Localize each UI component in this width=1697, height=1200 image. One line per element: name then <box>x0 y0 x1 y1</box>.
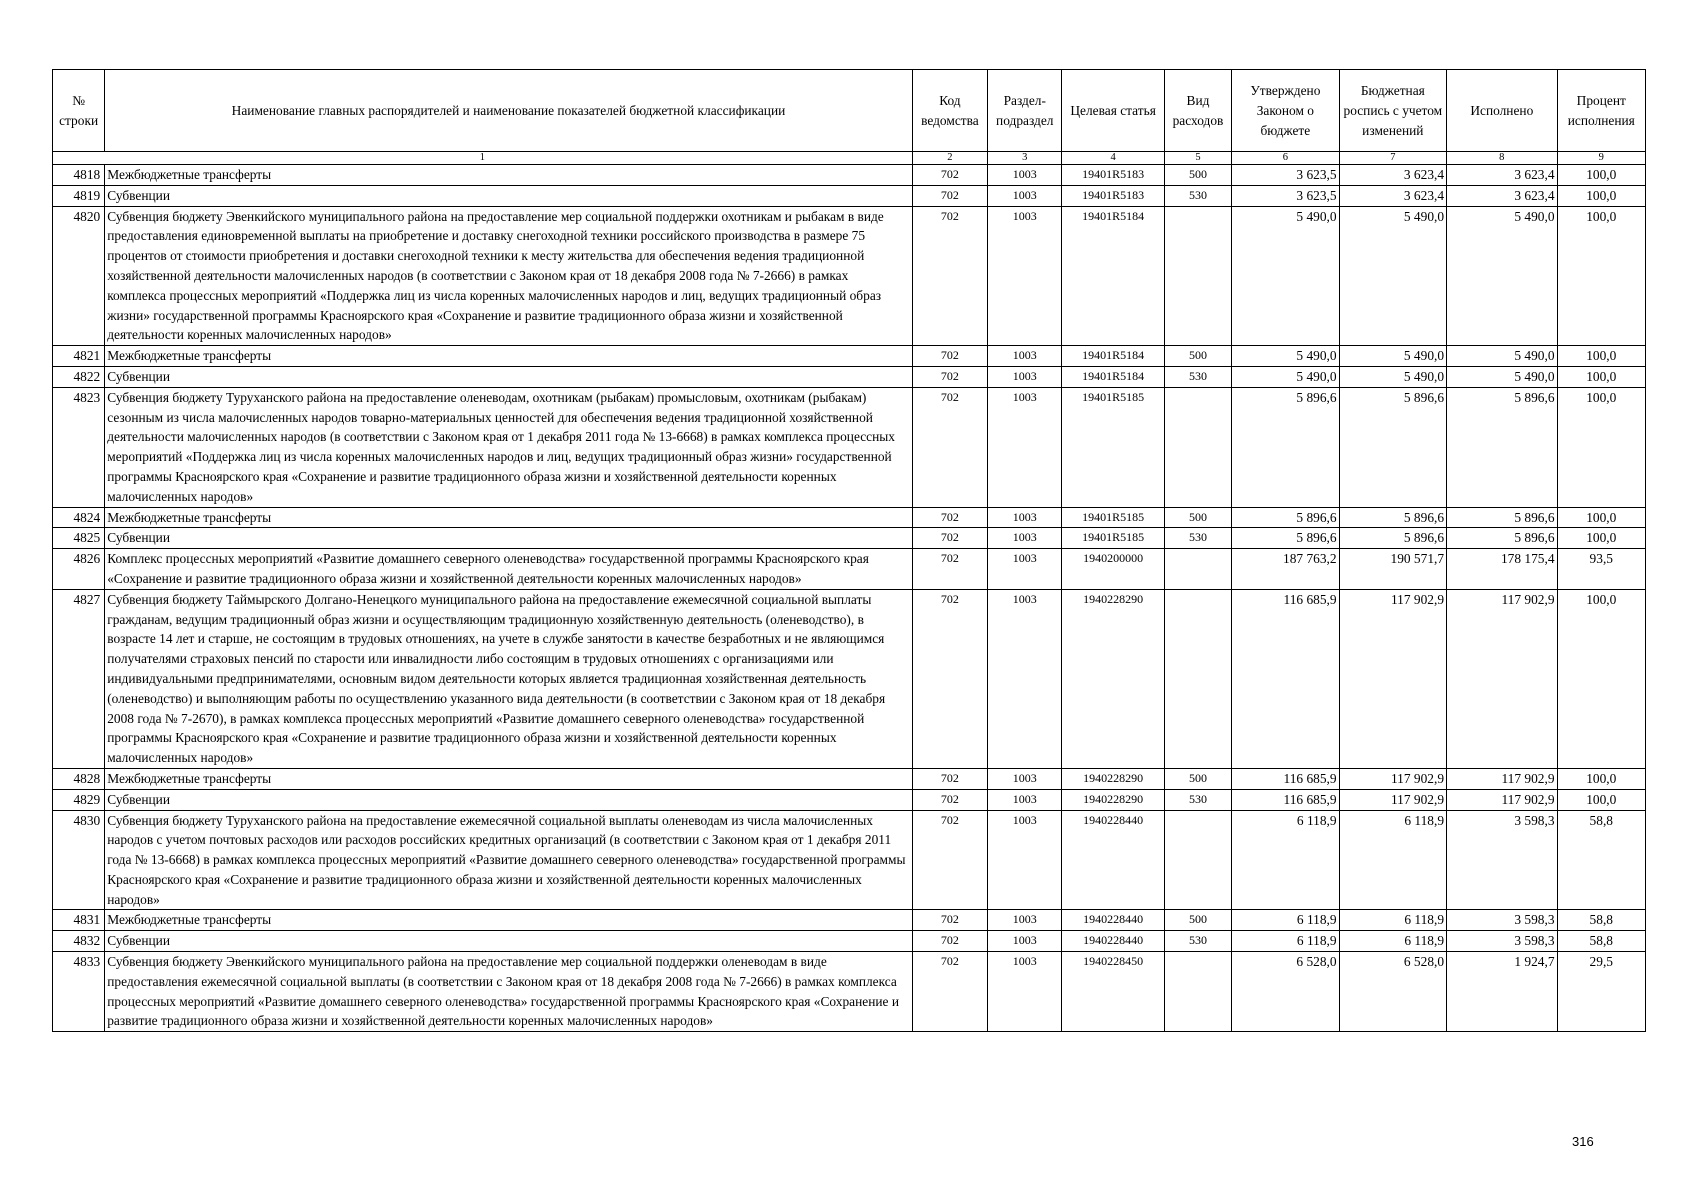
name-cell: Субвенция бюджету Туруханского района на предоставление ежемесячной социальной выплаты оленеводам из числа малочисленных народов с учетом почтовых расходов или расходов российских кредитных организаций (в соответствии с Законом края от 1 декабря 2011 года № 13-6668) в рамках комплекса процессных мероприятий «Развитие домашнего северного оленеводства» государственной программы Красноярского края «Сохранение и развитие традиционного образа жизни и хозяйственной деятельности коренных малочисленных народов» <box>105 810 913 910</box>
executed-cell: 117 902,9 <box>1447 768 1557 789</box>
table-row <box>53 507 1646 528</box>
expense-type-cell <box>1164 810 1231 910</box>
row-number-cell: 4833 <box>53 952 105 1032</box>
section-cell: 1003 <box>988 387 1062 507</box>
percent-cell: 100,0 <box>1557 165 1645 186</box>
column-number: 5 <box>1164 152 1231 165</box>
budget-schedule-cell: 6 118,9 <box>1339 910 1446 931</box>
approved-cell: 6 528,0 <box>1232 952 1339 1032</box>
executed-cell: 3 598,3 <box>1447 931 1557 952</box>
row-number-cell: 4832 <box>53 931 105 952</box>
column-number-row <box>53 152 1646 165</box>
budget-schedule-cell: 3 623,4 <box>1339 185 1446 206</box>
row-number-cell: 4820 <box>53 206 105 346</box>
department-code-cell: 702 <box>912 165 987 186</box>
percent-cell: 100,0 <box>1557 789 1645 810</box>
executed-cell: 5 490,0 <box>1447 206 1557 346</box>
target-article-cell: 19401R5184 <box>1062 206 1164 346</box>
expense-type-cell: 500 <box>1164 165 1231 186</box>
row-number-cell: 4821 <box>53 346 105 367</box>
header-expense-type: Вид расходов <box>1164 70 1231 152</box>
percent-cell: 29,5 <box>1557 952 1645 1032</box>
row-number-cell: 4823 <box>53 387 105 507</box>
row-number-cell: 4819 <box>53 185 105 206</box>
row-number-cell: 4828 <box>53 768 105 789</box>
table-row <box>53 528 1646 549</box>
expense-type-cell <box>1164 206 1231 346</box>
row-number-cell: 4827 <box>53 589 105 768</box>
executed-cell: 3 598,3 <box>1447 910 1557 931</box>
budget-schedule-cell: 190 571,7 <box>1339 549 1446 590</box>
department-code-cell: 702 <box>912 206 987 346</box>
target-article-cell: 1940228450 <box>1062 952 1164 1032</box>
header-row-number: № строки <box>53 70 105 152</box>
approved-cell: 5 490,0 <box>1232 366 1339 387</box>
approved-cell: 5 896,6 <box>1232 387 1339 507</box>
department-code-cell: 702 <box>912 549 987 590</box>
name-cell: Субвенции <box>105 185 913 206</box>
section-cell: 1003 <box>988 507 1062 528</box>
department-code-cell: 702 <box>912 507 987 528</box>
table-row <box>53 185 1646 206</box>
table-row <box>53 165 1646 186</box>
page-number: 316 <box>1572 1134 1594 1149</box>
target-article-cell: 19401R5184 <box>1062 366 1164 387</box>
table-row <box>53 789 1646 810</box>
percent-cell: 100,0 <box>1557 366 1645 387</box>
approved-cell: 5 490,0 <box>1232 206 1339 346</box>
percent-cell: 100,0 <box>1557 206 1645 346</box>
header-name: Наименование главных распорядителей и наименование показателей бюджетной классификации <box>105 70 913 152</box>
header-budget-schedule: Бюджетная роспись с учетом изменений <box>1339 70 1446 152</box>
table-row <box>53 931 1646 952</box>
executed-cell: 5 490,0 <box>1447 346 1557 367</box>
table-row <box>53 206 1646 346</box>
percent-cell: 100,0 <box>1557 346 1645 367</box>
row-number-cell: 4822 <box>53 366 105 387</box>
department-code-cell: 702 <box>912 387 987 507</box>
column-number: 4 <box>1062 152 1164 165</box>
budget-schedule-cell: 5 896,6 <box>1339 507 1446 528</box>
section-cell: 1003 <box>988 789 1062 810</box>
target-article-cell: 1940228440 <box>1062 910 1164 931</box>
percent-cell: 58,8 <box>1557 910 1645 931</box>
section-cell: 1003 <box>988 206 1062 346</box>
name-cell: Субвенции <box>105 366 913 387</box>
budget-schedule-cell: 117 902,9 <box>1339 768 1446 789</box>
budget-schedule-cell: 3 623,4 <box>1339 165 1446 186</box>
table-row <box>53 952 1646 1032</box>
budget-schedule-cell: 117 902,9 <box>1339 589 1446 768</box>
executed-cell: 3 623,4 <box>1447 185 1557 206</box>
approved-cell: 5 490,0 <box>1232 346 1339 367</box>
department-code-cell: 702 <box>912 528 987 549</box>
target-article-cell: 19401R5185 <box>1062 507 1164 528</box>
header-percent: Процент исполнения <box>1557 70 1645 152</box>
percent-cell: 100,0 <box>1557 185 1645 206</box>
table-row <box>53 346 1646 367</box>
approved-cell: 5 896,6 <box>1232 507 1339 528</box>
name-cell: Субвенция бюджету Эвенкийского муниципального района на предоставление мер социальной поддержки оленеводам в виде предоставления ежемесячной социальной выплаты (в соответствии с Законом края от 18 декабря 2008 года № 7-2666) в рамках комплекса процессных мероприятий «Развитие домашнего северного оленеводства» государственной программы Красноярского края «Сохранение и развитие традиционного образа жизни и хозяйственной деятельности коренных малочисленных народов» <box>105 952 913 1032</box>
column-number: 1 <box>53 152 913 165</box>
column-number: 6 <box>1232 152 1339 165</box>
row-number-cell: 4826 <box>53 549 105 590</box>
budget-schedule-cell: 5 490,0 <box>1339 346 1446 367</box>
department-code-cell: 702 <box>912 952 987 1032</box>
executed-cell: 3 598,3 <box>1447 810 1557 910</box>
name-cell: Межбюджетные трансферты <box>105 507 913 528</box>
approved-cell: 3 623,5 <box>1232 185 1339 206</box>
expense-type-cell: 500 <box>1164 507 1231 528</box>
executed-cell: 178 175,4 <box>1447 549 1557 590</box>
department-code-cell: 702 <box>912 346 987 367</box>
name-cell: Межбюджетные трансферты <box>105 346 913 367</box>
expense-type-cell: 530 <box>1164 789 1231 810</box>
percent-cell: 93,5 <box>1557 549 1645 590</box>
percent-cell: 58,8 <box>1557 931 1645 952</box>
budget-schedule-cell: 117 902,9 <box>1339 789 1446 810</box>
table-row <box>53 387 1646 507</box>
approved-cell: 187 763,2 <box>1232 549 1339 590</box>
executed-cell: 117 902,9 <box>1447 589 1557 768</box>
section-cell: 1003 <box>988 185 1062 206</box>
executed-cell: 5 490,0 <box>1447 366 1557 387</box>
table-row <box>53 768 1646 789</box>
target-article-cell: 1940228290 <box>1062 589 1164 768</box>
target-article-cell: 1940200000 <box>1062 549 1164 590</box>
budget-schedule-cell: 5 490,0 <box>1339 206 1446 346</box>
approved-cell: 5 896,6 <box>1232 528 1339 549</box>
percent-cell: 100,0 <box>1557 768 1645 789</box>
department-code-cell: 702 <box>912 910 987 931</box>
expense-type-cell: 530 <box>1164 366 1231 387</box>
target-article-cell: 19401R5185 <box>1062 387 1164 507</box>
approved-cell: 6 118,9 <box>1232 910 1339 931</box>
section-cell: 1003 <box>988 768 1062 789</box>
name-cell: Субвенции <box>105 789 913 810</box>
section-cell: 1003 <box>988 549 1062 590</box>
target-article-cell: 19401R5185 <box>1062 528 1164 549</box>
section-cell: 1003 <box>988 366 1062 387</box>
approved-cell: 116 685,9 <box>1232 789 1339 810</box>
name-cell: Межбюджетные трансферты <box>105 910 913 931</box>
department-code-cell: 702 <box>912 366 987 387</box>
expense-type-cell <box>1164 549 1231 590</box>
name-cell: Субвенция бюджету Туруханского района на предоставление оленеводам, охотникам (рыбакам) промысловым, охотникам (рыбакам) сезонным из числа малочисленных народов товарно-материальных ценностей для обеспечения ведения традиционной хозяйственной деятельности малочисленных народов (в соответствии с Законом края от 1 декабря 2011 года № 13-6668) в рамках комплекса процессных мероприятий «Поддержка лиц из числа коренных малочисленных народов и лиц, ведущих традиционный образ жизни» государственной программы Красноярского края «Сохранение и развитие традиционного образа жизни и хозяйственной деятельности коренных малочисленных народов» <box>105 387 913 507</box>
approved-cell: 3 623,5 <box>1232 165 1339 186</box>
department-code-cell: 702 <box>912 789 987 810</box>
header-department-code: Код ведомства <box>912 70 987 152</box>
section-cell: 1003 <box>988 952 1062 1032</box>
department-code-cell: 702 <box>912 768 987 789</box>
percent-cell: 100,0 <box>1557 589 1645 768</box>
table-row <box>53 549 1646 590</box>
column-number: 3 <box>988 152 1062 165</box>
section-cell: 1003 <box>988 346 1062 367</box>
name-cell: Субвенции <box>105 528 913 549</box>
budget-schedule-cell: 5 896,6 <box>1339 528 1446 549</box>
header-section: Раздел-подраздел <box>988 70 1062 152</box>
percent-cell: 100,0 <box>1557 528 1645 549</box>
row-number-cell: 4825 <box>53 528 105 549</box>
approved-cell: 116 685,9 <box>1232 768 1339 789</box>
section-cell: 1003 <box>988 931 1062 952</box>
approved-cell: 116 685,9 <box>1232 589 1339 768</box>
section-cell: 1003 <box>988 528 1062 549</box>
expense-type-cell: 500 <box>1164 768 1231 789</box>
column-number: 7 <box>1339 152 1446 165</box>
budget-schedule-cell: 5 896,6 <box>1339 387 1446 507</box>
budget-schedule-cell: 6 118,9 <box>1339 931 1446 952</box>
section-cell: 1003 <box>988 589 1062 768</box>
executed-cell: 5 896,6 <box>1447 507 1557 528</box>
department-code-cell: 702 <box>912 931 987 952</box>
approved-cell: 6 118,9 <box>1232 931 1339 952</box>
section-cell: 1003 <box>988 165 1062 186</box>
target-article-cell: 1940228440 <box>1062 810 1164 910</box>
header-target-article: Целевая статья <box>1062 70 1164 152</box>
target-article-cell: 19401R5183 <box>1062 165 1164 186</box>
budget-schedule-cell: 5 490,0 <box>1339 366 1446 387</box>
header-row <box>53 70 1646 152</box>
section-cell: 1003 <box>988 810 1062 910</box>
department-code-cell: 702 <box>912 810 987 910</box>
department-code-cell: 702 <box>912 185 987 206</box>
target-article-cell: 1940228290 <box>1062 789 1164 810</box>
expense-type-cell: 530 <box>1164 185 1231 206</box>
expense-type-cell: 500 <box>1164 346 1231 367</box>
executed-cell: 5 896,6 <box>1447 387 1557 507</box>
name-cell: Субвенция бюджету Таймырского Долгано-Ненецкого муниципального района на предоставление ежемесячной социальной выплаты гражданам, ведущим традиционный образ жизни и осуществляющим традиционную хозяйственную деятельность (оленеводство), в возрасте 14 лет и старше, не состоящим в трудовых отношениях, на учете в службе занятости в качестве безработных и не являющимся получателями страховых пенсий по старости или инвалидности либо состоящим в трудовых отношениях с организациями или индивидуальными предпринимателями, основным видом деятельности которых является традиционная хозяйственная деятельность (оленеводство) и выполняющим работы по осуществлению указанного вида деятельности (в соответствии с Законом края от 18 декабря 2008 года № 7-2670), в рамках комплекса процессных мероприятий «Развитие домашнего северного оленеводства» государственной программы Красноярского края «Сохранение и развитие традиционного образа жизни и хозяйственной деятельности коренных малочисленных народов» <box>105 589 913 768</box>
row-number-cell: 4824 <box>53 507 105 528</box>
row-number-cell: 4818 <box>53 165 105 186</box>
column-number: 2 <box>912 152 987 165</box>
column-number: 9 <box>1557 152 1645 165</box>
table-row <box>53 366 1646 387</box>
table-row <box>53 589 1646 768</box>
budget-schedule-cell: 6 528,0 <box>1339 952 1446 1032</box>
table-row <box>53 910 1646 931</box>
target-article-cell: 19401R5183 <box>1062 185 1164 206</box>
executed-cell: 5 896,6 <box>1447 528 1557 549</box>
budget-schedule-cell: 6 118,9 <box>1339 810 1446 910</box>
expense-type-cell: 530 <box>1164 528 1231 549</box>
row-number-cell: 4831 <box>53 910 105 931</box>
percent-cell: 100,0 <box>1557 387 1645 507</box>
row-number-cell: 4830 <box>53 810 105 910</box>
table-row <box>53 810 1646 910</box>
name-cell: Комплекс процессных мероприятий «Развитие домашнего северного оленеводства» государственной программы Красноярского края «Сохранение и развитие традиционного образа жизни и хозяйственной деятельности коренных малочисленных народов» <box>105 549 913 590</box>
approved-cell: 6 118,9 <box>1232 810 1339 910</box>
expense-type-cell <box>1164 589 1231 768</box>
department-code-cell: 702 <box>912 589 987 768</box>
header-executed: Исполнено <box>1447 70 1557 152</box>
executed-cell: 3 623,4 <box>1447 165 1557 186</box>
executed-cell: 1 924,7 <box>1447 952 1557 1032</box>
column-number: 8 <box>1447 152 1557 165</box>
expense-type-cell: 530 <box>1164 931 1231 952</box>
target-article-cell: 1940228440 <box>1062 931 1164 952</box>
expense-type-cell <box>1164 952 1231 1032</box>
percent-cell: 100,0 <box>1557 507 1645 528</box>
name-cell: Межбюджетные трансферты <box>105 768 913 789</box>
expense-type-cell: 500 <box>1164 910 1231 931</box>
percent-cell: 58,8 <box>1557 810 1645 910</box>
expense-type-cell <box>1164 387 1231 507</box>
target-article-cell: 19401R5184 <box>1062 346 1164 367</box>
name-cell: Субвенция бюджету Эвенкийского муниципального района на предоставление мер социальной поддержки охотникам и рыбакам в виде предоставления единовременной выплаты на приобретение и доставку снегоходной техники российского производства в размере 75 процентов от стоимости приобретения и доставки снегоходной техники к месту жительства для обеспечения ведения традиционной хозяйственной деятельности малочисленных народов (в соответствии с Законом края от 18 декабря 2008 года № 7-2666) в рамках комплекса процессных мероприятий «Поддержка лиц из числа коренных малочисленных народов и лиц, ведущих традиционный образ жизни» государственной программы Красноярского края «Сохранение и развитие традиционного образа жизни и хозяйственной деятельности коренных малочисленных народов» <box>105 206 913 346</box>
executed-cell: 117 902,9 <box>1447 789 1557 810</box>
header-approved: Утверждено Законом о бюджете <box>1232 70 1339 152</box>
budget-execution-table <box>52 69 1646 1032</box>
row-number-cell: 4829 <box>53 789 105 810</box>
target-article-cell: 1940228290 <box>1062 768 1164 789</box>
section-cell: 1003 <box>988 910 1062 931</box>
name-cell: Субвенции <box>105 931 913 952</box>
name-cell: Межбюджетные трансферты <box>105 165 913 186</box>
